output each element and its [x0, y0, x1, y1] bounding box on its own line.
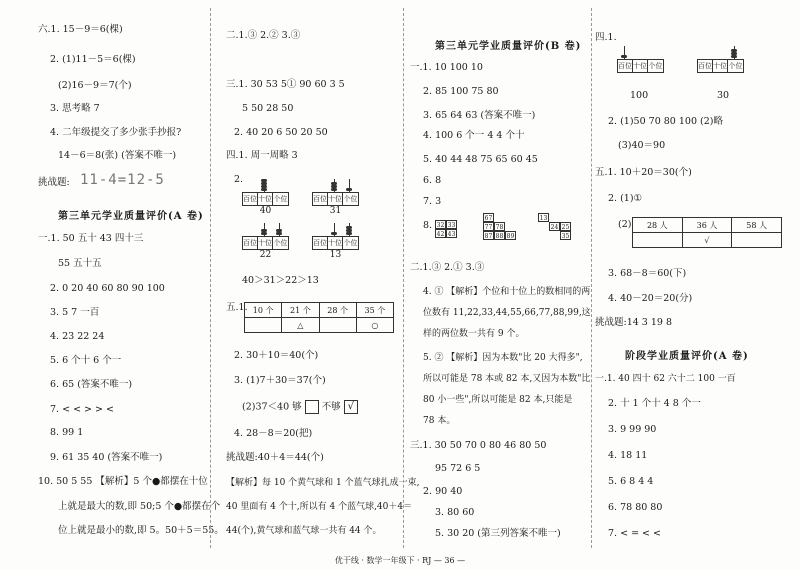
section-heading: 阶段学业质量评价(A 卷) [625, 351, 749, 362]
abacus-value: 22 [259, 250, 272, 260]
answer-column-4 [592, 0, 800, 555]
checkbox-enough [305, 400, 319, 414]
abacus-value: 13 [329, 250, 342, 260]
table-cell: 28 个 [319, 303, 356, 318]
abacus-value: 31 [329, 206, 342, 216]
answer-line: 4. 100 6 个一 4 4 个十 [423, 130, 525, 141]
table-cell [319, 318, 356, 333]
answer-column-2 [212, 0, 420, 555]
answer-line: 7. 3 [423, 196, 442, 207]
answer-line: 2. 十 1 个十 4 8 个一 [608, 398, 701, 409]
people-table [632, 217, 782, 248]
answer-line: 2. (1)① [608, 193, 643, 204]
grid-cell: 13 [539, 215, 548, 222]
answer-column-3 [405, 0, 590, 555]
answer-line: 2. (1)11－5＝6(棵) [50, 54, 136, 65]
answer-line: 4. 28－8＝20(把) [234, 428, 313, 439]
answer-line: 位上就是最小的数,即 5。50＋5＝55。 [58, 525, 224, 536]
answer-line: 三.1. 30 53 5① 90 60 3 5 [226, 79, 345, 90]
answer-line: (2) [618, 219, 632, 230]
answer-line: 55 五十五 [58, 258, 102, 269]
place-hundreds: 百位 [618, 62, 632, 70]
answer-line: (2)16－9＝7(个) [58, 80, 132, 91]
answer-line: 5. 6 8 4 4 [608, 476, 654, 487]
grid-cell: 24 [550, 224, 559, 231]
number-grid-2 [483, 213, 516, 240]
grid-cell: 33 [447, 222, 456, 229]
answer-line: 3. 思考略 7 [50, 103, 100, 114]
answer-line: 二.1.③ 2.① 3.③ [410, 262, 485, 273]
answer-line: 六.1. 15－9＝6(棵) [38, 24, 123, 35]
answer-line: 2. 0 20 40 60 80 90 100 [50, 283, 165, 294]
answer-line: (3)40＝90 [618, 140, 666, 151]
table-cell: ○ [356, 318, 393, 333]
abacus-30 [697, 45, 744, 73]
handwritten-answer: 11-4=12-5 [80, 172, 165, 188]
place-tens: 十位 [328, 195, 342, 203]
abacus-100 [617, 45, 664, 73]
grid-cell: 25 [561, 224, 570, 231]
answer-line: 44(个),黄气球和蓝气球一共有 44 个。 [226, 526, 382, 536]
place-ones: 个位 [343, 195, 358, 203]
page-footer: 优干线 · 数学一年级下 · RJ — 36 — [334, 556, 466, 565]
answer-line [242, 400, 358, 414]
answer-line: 3. 68－8＝60(下) [608, 268, 687, 279]
checkbox-not-enough: √ [344, 400, 358, 414]
answer-line: 2. 90 40 [423, 486, 463, 497]
grid-cell: 77 [484, 224, 493, 231]
table-cell: 35 个 [356, 303, 393, 318]
grid-cell: 89 [506, 233, 515, 240]
answer-line: 三.1. 30 50 70 0 80 46 80 50 [410, 440, 547, 451]
place-hundreds: 百位 [698, 62, 712, 70]
answer-line: 3. (1)7＋30＝37(个) [234, 375, 326, 386]
place-hundreds: 百位 [313, 195, 327, 203]
table-cell: 28 人 [633, 218, 683, 233]
number-grid-1 [435, 220, 457, 238]
answer-line: 9. 61 35 40 (答案不唯一) [50, 452, 163, 463]
section-heading: 第三单元学业质量评价(B 卷) [435, 41, 582, 52]
grid-cell: 35 [561, 233, 570, 240]
answer-line: 5 50 28 50 [242, 103, 294, 114]
grid-cell: 78 [495, 224, 504, 231]
grid-cell: 32 [436, 222, 445, 229]
answer-line: 6. 65 (答案不唯一) [50, 379, 133, 390]
answer-line: 80 小一些",所以可能是 82 本,只能是 [423, 395, 573, 405]
table-cell: △ [282, 318, 319, 333]
answer-line: 四.1. 周一周略 3 [226, 150, 298, 161]
answer-line: 3. 65 64 63 (答案不唯一) [423, 110, 536, 121]
abacus-value: 30 [717, 90, 730, 101]
grid-cell: 42 [436, 231, 445, 238]
answer-line: 5. 6 个十 6 个一 [50, 355, 122, 366]
answer-line: 4. ① 【解析】个位和十位上的数相同的两 [423, 287, 591, 297]
balloon-table [244, 302, 394, 333]
answer-line: 5. 40 44 48 75 65 60 45 [423, 154, 538, 165]
answer-line: 40 里面有 4 个十,所以有 4 个蓝气球,40＋4＝ [226, 502, 413, 512]
grid-cell [494, 213, 505, 222]
answer-line: 一.1. 10 100 10 [410, 62, 483, 73]
place-tens: 十位 [713, 62, 727, 70]
answer-line: 7. < < > > < [50, 404, 114, 415]
grid-cell: 43 [447, 231, 456, 238]
place-tens: 十位 [258, 195, 272, 203]
abacus-value: 100 [630, 90, 649, 101]
abacus-31 [312, 178, 359, 216]
answer-line: 78 本。 [423, 416, 456, 426]
abacus-22 [242, 222, 289, 260]
place-tens: 十位 [633, 62, 647, 70]
place-ones: 个位 [648, 62, 663, 70]
section-heading: 第三单元学业质量评价(A 卷) [58, 211, 204, 222]
answer-line: 8. [423, 220, 433, 231]
answer-line: 一.1. 40 四十 62 六十二 100 一百 [595, 374, 736, 384]
place-ones: 个位 [273, 239, 288, 247]
table-cell [245, 318, 282, 333]
grid-cell: 67 [484, 215, 493, 222]
answer-line: 3. 80 60 [435, 507, 475, 518]
answer-line: 3. 9 99 90 [608, 424, 657, 435]
answer-line: 14－6＝8(张) (答案不唯一) [58, 150, 177, 161]
place-hundreds: 百位 [243, 239, 257, 247]
answer-line: 上就是最大的数,即 50;5 个●都摆在个 [58, 501, 221, 512]
column-divider [210, 8, 211, 548]
place-hundreds: 百位 [313, 239, 327, 247]
not-enough-label: 不够 [321, 401, 341, 413]
table-cell: 58 人 [732, 218, 782, 233]
table-cell: 36 人 [682, 218, 732, 233]
answer-line: 4. 40－20＝20(分) [608, 293, 693, 304]
check-mark: √ [682, 233, 732, 248]
answer-line: 2. 85 100 75 80 [423, 86, 499, 97]
answer-line: 3. 5 7 一百 [50, 307, 100, 318]
answer-line: 四.1. [595, 32, 617, 43]
grid-cell: 87 [484, 233, 493, 240]
place-tens: 十位 [258, 239, 272, 247]
answer-line: 2. [234, 174, 244, 185]
answer-line: 2. 30＋10＝40(个) [234, 350, 319, 361]
answer-line: 5. ② 【解析】因为本数"比 20 大得多", [423, 353, 583, 363]
number-grid-3 [538, 213, 571, 240]
table-cell: 10 个 [245, 303, 282, 318]
abacus-13 [312, 222, 359, 260]
answer-line: 8. 99 1 [50, 427, 84, 438]
challenge-label: 挑战题: [38, 177, 70, 188]
answer-line: 2. (1)50 70 80 100 (2)略 [608, 116, 723, 127]
answer-line: 挑战题:14 3 19 8 [595, 317, 673, 328]
answer-line: 10. 50 5 55 【解析】5 个●都摆在十位 [38, 476, 208, 487]
answer-line: 五.1. 10＋20＝30(个) [595, 167, 692, 178]
answer-line: 4. 18 11 [608, 450, 648, 461]
table-cell: 21 个 [282, 303, 319, 318]
answer-line: 5. 30 20 (第三列答案不唯一) [435, 528, 561, 539]
place-ones: 个位 [273, 195, 288, 203]
answer-line: 五.1. [226, 302, 248, 313]
column-divider [403, 8, 404, 548]
abacus-40 [242, 178, 289, 216]
answer-line: 挑战题:40＋4＝44(个) [226, 452, 324, 463]
abacus-value: 40 [259, 206, 272, 216]
answer-line: 位数有 11,22,33,44,55,66,77,88,99,这 [423, 308, 591, 318]
grid-cell: 88 [495, 233, 504, 240]
answer-line: 4. 23 22 24 [50, 331, 105, 342]
place-ones: 个位 [728, 62, 743, 70]
answer-line: 样的两位数一共有 9 个。 [423, 329, 525, 339]
place-ones: 个位 [343, 239, 358, 247]
answer-line: 2. 40 20 6 50 20 50 [234, 127, 328, 138]
comparison-text: (2)37＜40 够 [242, 401, 302, 413]
answer-line: 95 72 6 5 [435, 463, 481, 474]
answer-line: 7. < = < < [608, 528, 661, 539]
answer-line: 40＞31＞22＞13 [242, 275, 319, 286]
answer-line: 【解析】每 10 个黄气球和 1 个蓝气球扎成一束, [226, 478, 420, 488]
answer-column-1 [0, 0, 224, 555]
place-hundreds: 百位 [243, 195, 257, 203]
place-tens: 十位 [328, 239, 342, 247]
answer-line: 所以可能是 78 本或 82 本,又因为本数"比 [423, 374, 591, 384]
answer-line: 6. 8 [423, 175, 442, 186]
answer-line: 6. 78 80 80 [608, 502, 663, 513]
answer-line: 一.1. 50 五十 43 四十三 [38, 233, 144, 244]
answer-line: 二.1.③ 2.② 3.③ [226, 30, 301, 41]
answer-line: 4. 二年级提交了多少张手抄报? [50, 127, 182, 138]
